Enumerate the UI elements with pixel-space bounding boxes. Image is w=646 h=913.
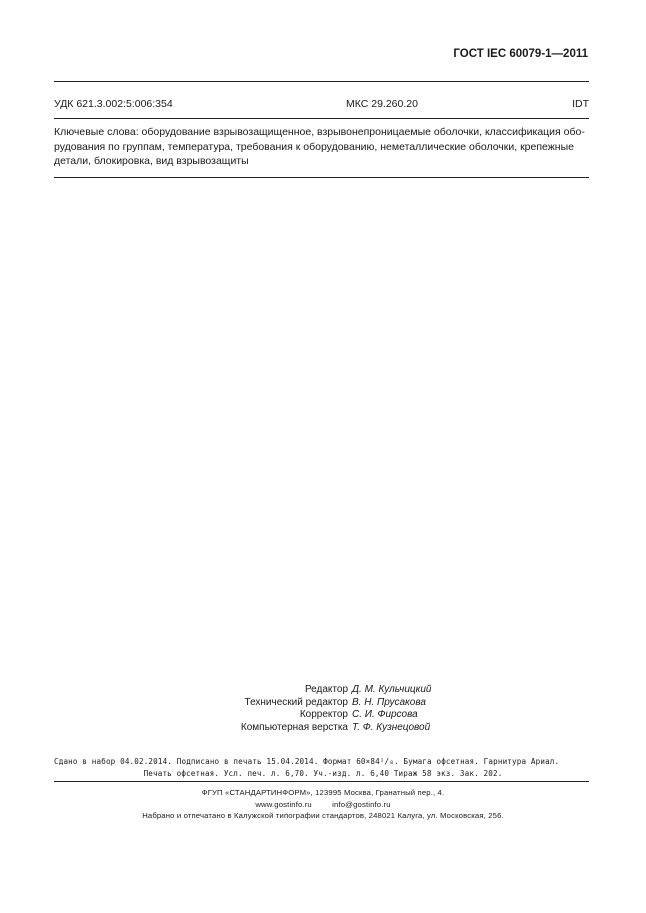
keywords-block	[54, 125, 589, 169]
credit-row-technical-editor	[0, 697, 646, 710]
print-imprint	[0, 756, 646, 780]
keywords-divider	[54, 177, 589, 178]
standard-code-header: ГОСТ IEC 60079-1—2011	[453, 48, 588, 60]
keywords-line: рудования по группам, температура, требования к оборудованию, неметаллические оболочки, крепежные	[54, 140, 574, 153]
credit-role: Компьютерная верстка	[240, 721, 348, 733]
credit-name: Д. М. Кульчицкий	[352, 684, 432, 695]
credit-name: Т. Ф. Кузнецовой	[352, 721, 431, 733]
keywords-line: детали, блокировка, вид взрывозащиты	[54, 155, 249, 167]
classification-divider	[54, 118, 589, 119]
imprint-divider	[54, 781, 589, 782]
publisher-email-link[interactable]: info@gostinfo.ru	[332, 799, 391, 809]
publisher-info	[0, 787, 646, 822]
credit-role: Технический редактор	[244, 696, 348, 708]
mks-code: МКС 29.260.20	[346, 98, 418, 110]
credit-row-editor	[0, 684, 646, 697]
header-divider	[54, 81, 589, 82]
printing-house: Набрано и отпечатано в Калужской типографии стандартов, 248021 Калуга, ул. Московская, 256.	[142, 811, 504, 820]
idt-mark: IDT	[572, 98, 589, 110]
keywords-line: Ключевые слова: оборудование взрывозащищенное, взрывонепроницаемые оболочки, классификация обо-	[54, 126, 585, 138]
credit-row-proofreader	[0, 709, 646, 722]
credit-role: Редактор	[304, 684, 348, 695]
editorial-credits	[0, 684, 646, 734]
udk-code: УДК 621.3.002:5:006:354	[54, 98, 173, 110]
credit-name: С. И. Фирсова	[352, 709, 418, 720]
credit-role: Корректор	[299, 709, 348, 720]
imprint-line: Сдано в набор 04.02.2014. Подписано в печать 15.04.2014. Формат 60×84¹/₈. Бумага офсетная. Гарнитура Ариал.	[54, 757, 560, 766]
credit-row-layout	[0, 722, 646, 735]
publisher-website-link[interactable]: www.gostinfo.ru	[255, 799, 312, 809]
credit-name: В. Н. Прусакова	[352, 696, 426, 708]
publisher-address: ФГУП «СТАНДАРТИНФОРМ», 123995 Москва, Гранатный пер., 4.	[201, 788, 445, 797]
imprint-line: Печать офсетная. Усл. печ. л. 6,70. Уч.-изд. л. 6,40 Тираж 58 экз. Зак. 202.	[143, 769, 503, 778]
publisher-contacts	[0, 799, 646, 811]
